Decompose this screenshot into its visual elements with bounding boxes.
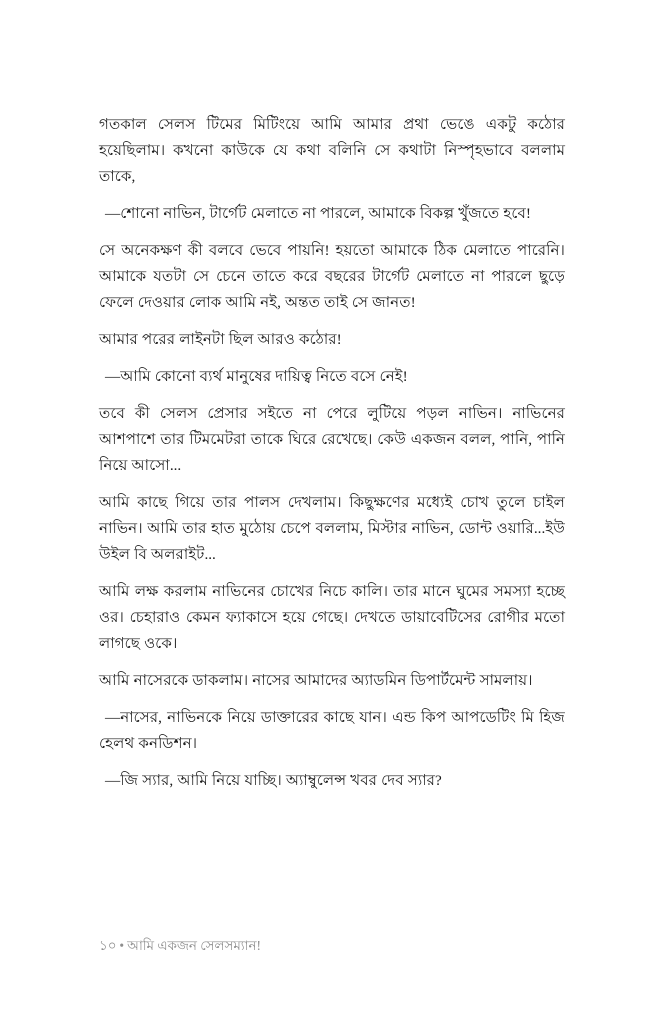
narrative-paragraph: আমার পরের লাইনটা ছিল আরও কঠোর!: [99, 331, 342, 348]
dialogue-paragraph: —আমি কোনো ব্যর্থ মানুষের দায়িত্ব নিতে বসে নেই!: [105, 368, 408, 385]
narrative-paragraph: আমি কাছে গিয়ে তার পালস দেখলাম। কিছুক্ষণের মধ্যেই চোখ তুলে চাইল নাভিন। আমি তার হাত মুঠোয় চেপে বললাম, মিস্টার নাভিন, ডোন্ট ওয়ারি...ইউ উইল বি অলরাইট...: [99, 494, 565, 563]
narrative-paragraph: আমি নাসেরকে ডাকলাম। নাসের আমাদের অ্যাডমিন ডিপার্টমেন্ট সামলায়।: [99, 672, 533, 689]
page-footer: [99, 936, 565, 956]
dialogue-paragraph: —শোনো নাভিন, টার্গেট মেলাতে না পারলে, আমাকে বিকল্প খুঁজতে হবে!: [105, 205, 531, 222]
footer-separator-bullet: •: [119, 938, 125, 953]
footer-page-number: ১০: [99, 938, 117, 953]
narrative-paragraph: তবে কী সেলস প্রেসার সইতে না পেরে লুটিয়ে পড়ল নাভিন। নাভিনের আশপাশে তার টিমমেটরা তাকে ঘিরে রেখেছে। কেউ একজন বলল, পানি, পানি নিয়ে আসো...: [99, 405, 565, 474]
page-text-body: [99, 112, 565, 794]
footer-book-title: আমি একজন সেলসম্যান!: [127, 938, 261, 953]
narrative-paragraph: সে অনেকক্ষণ কী বলবে ভেবে পায়নি! হয়তো আমাকে ঠিক মেলাতে পারেনি। আমাকে যতটা সে চেনে তাতে করে বছরের টার্গেট মেলাতে না পারলে ছুড়ে ফেলে দেওয়ার লোক আমি নই, অন্তত তাই সে জানত!: [99, 242, 565, 311]
dialogue-paragraph: —নাসের, নাভিনকে নিয়ে ডাক্তারের কাছে যান। এন্ড কিপ আপডেটিং মি হিজ হেলথ কনডিশন।: [99, 709, 565, 752]
dialogue-paragraph: —জি স্যার, আমি নিয়ে যাচ্ছি। অ্যাম্বুলেন্স খবর দেব স্যার?: [105, 772, 442, 789]
narrative-paragraph: গতকাল সেলস টিমের মিটিংয়ে আমি আমার প্রথা ভেঙে একটু কঠোর হয়েছিলাম। কখনো কাউকে যে কথা বলিনি সে কথাটা নিস্পৃহভাবে বললাম তাকে,: [99, 116, 565, 185]
narrative-paragraph: আমি লক্ষ করলাম নাভিনের চোখের নিচে কালি। তার মানে ঘুমের সমস্যা হচ্ছে ওর। চেহারাও কেমন ফ্যাকাসে হয়ে গেছে। দেখতে ডায়াবেটিসের রোগীর মতো লাগছে ওকে।: [99, 583, 565, 652]
